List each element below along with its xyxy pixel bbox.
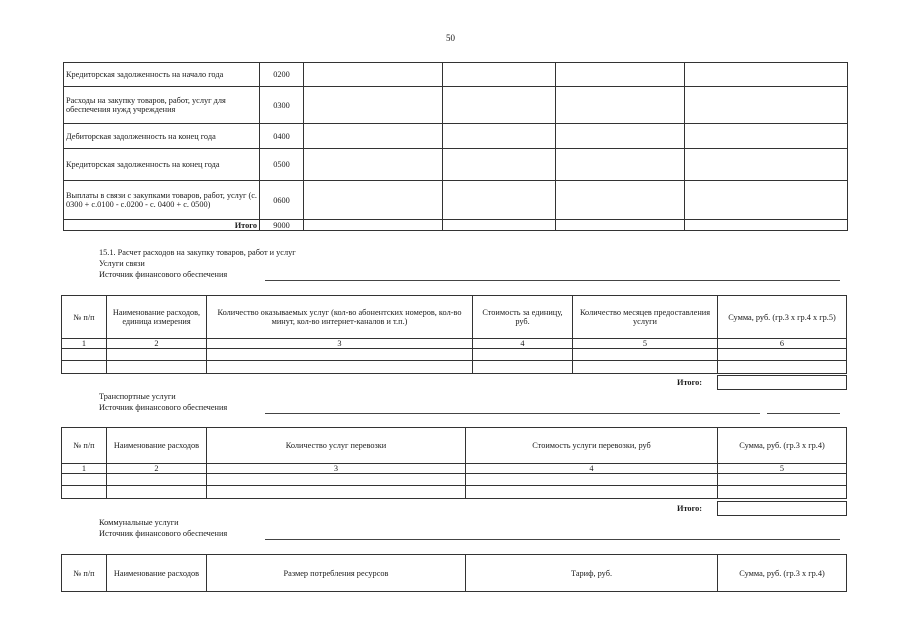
column-number: 6 xyxy=(718,339,847,349)
page-number: 50 xyxy=(446,33,455,43)
section-title: 15.1. Расчет расходов на закупку товаров, работ и услуг xyxy=(99,248,296,257)
table-cell xyxy=(556,63,685,87)
table-cell xyxy=(443,124,556,149)
column-header: Стоимость услуги перевозки, руб xyxy=(466,428,718,464)
table-cell xyxy=(685,181,848,220)
table-cell xyxy=(718,474,847,486)
table-row xyxy=(64,149,848,181)
table-cell xyxy=(443,149,556,181)
comm-source-label: Источник финансового обеспечения xyxy=(99,270,228,279)
column-header: Наименование расходов xyxy=(107,555,207,592)
row-label: Кредиторская задолженность на конец года xyxy=(64,149,260,181)
total-label: Итого xyxy=(64,220,260,231)
table-cell xyxy=(304,220,443,231)
utilities-source-label: Источник финансового обеспечения xyxy=(99,529,228,538)
row-label: Кредиторская задолженность на начало года xyxy=(64,63,260,87)
utilities-table xyxy=(61,554,847,592)
table-cell xyxy=(304,181,443,220)
table-cell xyxy=(556,181,685,220)
row-code: 0500 xyxy=(260,149,304,181)
table-cell xyxy=(304,63,443,87)
utilities-source-line xyxy=(265,539,840,540)
table-cell xyxy=(718,349,847,361)
table-cell xyxy=(107,474,207,486)
column-header: Количество услуг перевозки xyxy=(207,428,466,464)
table-row xyxy=(64,181,848,220)
table-cell xyxy=(107,486,207,499)
table-cell xyxy=(304,87,443,124)
table-cell xyxy=(207,361,473,374)
table-cell xyxy=(685,63,848,87)
table-cell xyxy=(556,87,685,124)
table-cell xyxy=(718,486,847,499)
table-header-row xyxy=(62,296,847,339)
table-cell xyxy=(556,149,685,181)
comm-total-box xyxy=(717,375,847,390)
row-label: Дебиторская задолженность на конец года xyxy=(64,124,260,149)
column-header: № п/п xyxy=(62,296,107,339)
column-number: 5 xyxy=(573,339,718,349)
comm-total-label: Итого: xyxy=(677,378,703,387)
table-row xyxy=(62,474,847,486)
column-number: 2 xyxy=(107,339,207,349)
column-number-row xyxy=(62,464,847,474)
column-number: 2 xyxy=(107,464,207,474)
table-cell xyxy=(207,486,466,499)
table-cell xyxy=(107,361,207,374)
transport-source-label: Источник финансового обеспечения xyxy=(99,403,228,412)
column-number: 1 xyxy=(62,464,107,474)
transport-title: Транспортные услуги xyxy=(99,392,176,401)
table-cell xyxy=(473,349,573,361)
table-cell xyxy=(556,124,685,149)
column-header: Наименование расходов xyxy=(107,428,207,464)
row-label: Выплаты в связи с закупками товаров, работ, услуг (с. 0300 + с.0100 - с.0200 - с. 0400 + с. 0500) xyxy=(64,181,260,220)
table-cell xyxy=(466,474,718,486)
column-header: Сумма, руб. (гр.3 х гр.4) xyxy=(718,555,847,592)
column-header: Стоимость за единицу, руб. xyxy=(473,296,573,339)
column-header: Наименование расходов, единица измерения xyxy=(107,296,207,339)
table-cell xyxy=(685,220,848,231)
expenses-summary-table xyxy=(63,62,848,231)
transport-total-box xyxy=(717,501,847,516)
column-number: 1 xyxy=(62,339,107,349)
total-code: 9000 xyxy=(260,220,304,231)
column-number: 5 xyxy=(718,464,847,474)
table-row xyxy=(64,63,848,87)
table-cell xyxy=(107,349,207,361)
table-cell xyxy=(473,361,573,374)
column-header: № п/п xyxy=(62,428,107,464)
table-row xyxy=(64,87,848,124)
transport-source-line xyxy=(265,413,760,414)
column-header: Количество месяцев предоставления услуги xyxy=(573,296,718,339)
table-cell xyxy=(556,220,685,231)
column-number: 3 xyxy=(207,339,473,349)
table-row xyxy=(62,349,847,361)
transport-total-label: Итого: xyxy=(677,504,703,513)
table-row xyxy=(62,486,847,499)
column-number-row xyxy=(62,339,847,349)
table-cell xyxy=(443,63,556,87)
table-cell xyxy=(304,149,443,181)
table-cell xyxy=(685,124,848,149)
table-cell xyxy=(466,486,718,499)
column-number: 3 xyxy=(207,464,466,474)
column-header: Тариф, руб. xyxy=(466,555,718,592)
table-cell xyxy=(685,149,848,181)
table-cell xyxy=(62,474,107,486)
table-cell xyxy=(207,474,466,486)
comm-title: Услуги связи xyxy=(99,259,145,268)
row-code: 0400 xyxy=(260,124,304,149)
column-header: Количество оказываемых услуг (кол-во абонентских номеров, кол-во минут, кол-во интернет-каналов и т.п.) xyxy=(207,296,473,339)
column-header: Сумма, руб. (гр.3 х гр.4) xyxy=(718,428,847,464)
table-row xyxy=(62,361,847,374)
table-cell xyxy=(443,220,556,231)
table-cell xyxy=(62,486,107,499)
table-cell xyxy=(62,349,107,361)
utilities-title: Коммунальные услуги xyxy=(99,518,179,527)
comm-source-line xyxy=(265,280,840,281)
column-header: Размер потребления ресурсов xyxy=(207,555,466,592)
table-cell xyxy=(685,87,848,124)
row-code: 0600 xyxy=(260,181,304,220)
transport-source-line-2 xyxy=(767,413,840,414)
total-row xyxy=(64,220,848,231)
table-cell xyxy=(304,124,443,149)
table-header-row xyxy=(62,428,847,464)
column-number: 4 xyxy=(473,339,573,349)
table-cell xyxy=(573,361,718,374)
table-cell xyxy=(207,349,473,361)
table-row xyxy=(64,124,848,149)
column-header: № п/п xyxy=(62,555,107,592)
transport-services-table xyxy=(61,427,847,499)
column-number: 4 xyxy=(466,464,718,474)
comm-services-table xyxy=(61,295,847,374)
row-code: 0300 xyxy=(260,87,304,124)
table-header-row xyxy=(62,555,847,592)
table-cell xyxy=(573,349,718,361)
column-header: Сумма, руб. (гр.3 х гр.4 х гр.5) xyxy=(718,296,847,339)
row-label: Расходы на закупку товаров, работ, услуг для обеспечения нужд учреждения xyxy=(64,87,260,124)
row-code: 0200 xyxy=(260,63,304,87)
table-cell xyxy=(443,181,556,220)
table-cell xyxy=(718,361,847,374)
table-cell xyxy=(62,361,107,374)
table-cell xyxy=(443,87,556,124)
